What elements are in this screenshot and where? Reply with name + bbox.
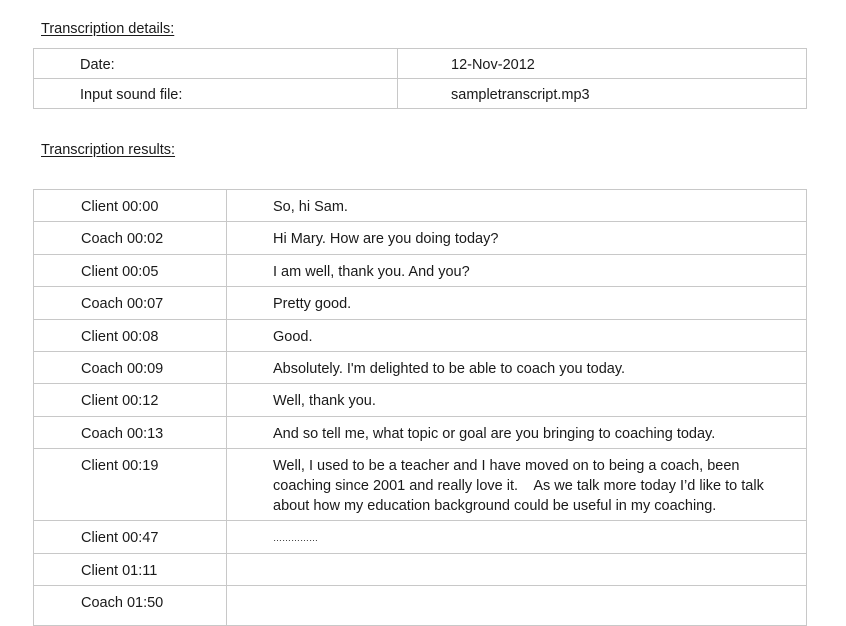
utterance-text: So, hi Sam. <box>227 190 807 222</box>
utterance-text: Well, I used to be a teacher and I have moved on to being a coach, been coaching since 2001 and really love it. As we talk more today I’d like to talk about how my education background could be useful in my coaching. <box>227 449 807 521</box>
speaker-timestamp: Coach 00:02 <box>34 222 227 254</box>
utterance-text <box>227 553 807 585</box>
details-label: Date: <box>34 49 398 79</box>
table-row <box>34 585 807 625</box>
table-row <box>34 287 807 319</box>
table-row <box>34 384 807 416</box>
table-row <box>34 553 807 585</box>
transcription-details-heading: Transcription details: <box>41 21 175 37</box>
speaker-timestamp: Coach 00:09 <box>34 351 227 383</box>
speaker-timestamp: Coach 00:13 <box>34 416 227 448</box>
speaker-timestamp: Client 01:11 <box>34 553 227 585</box>
table-row <box>34 190 807 222</box>
utterance-text <box>227 585 807 625</box>
details-value: sampletranscript.mp3 <box>398 79 807 109</box>
details-row-date <box>34 49 807 79</box>
transcription-details-table <box>33 48 807 109</box>
speaker-timestamp: Client 00:00 <box>34 190 227 222</box>
speaker-timestamp: Client 00:08 <box>34 319 227 351</box>
speaker-timestamp: Client 00:12 <box>34 384 227 416</box>
utterance-text: Hi Mary. How are you doing today? <box>227 222 807 254</box>
utterance-text: Absolutely. I'm delighted to be able to coach you today. <box>227 351 807 383</box>
speaker-timestamp: Client 00:47 <box>34 521 227 553</box>
utterance-text: And so tell me, what topic or goal are you bringing to coaching today. <box>227 416 807 448</box>
utterance-text: I am well, thank you. And you? <box>227 254 807 286</box>
table-row <box>34 416 807 448</box>
transcription-results-heading: Transcription results: <box>41 142 176 158</box>
speaker-timestamp: Client 00:19 <box>34 449 227 521</box>
utterance-text: …………… <box>227 521 807 553</box>
table-row <box>34 254 807 286</box>
details-row-sound-file <box>34 79 807 109</box>
utterance-text: Well, thank you. <box>227 384 807 416</box>
table-row <box>34 521 807 553</box>
speaker-timestamp: Client 00:05 <box>34 254 227 286</box>
table-row <box>34 222 807 254</box>
transcription-results-table <box>33 189 807 626</box>
details-value: 12-Nov-2012 <box>398 49 807 79</box>
speaker-timestamp: Coach 00:07 <box>34 287 227 319</box>
table-row <box>34 449 807 521</box>
details-label: Input sound file: <box>34 79 398 109</box>
utterance-text: Good. <box>227 319 807 351</box>
utterance-text: Pretty good. <box>227 287 807 319</box>
speaker-timestamp: Coach 01:50 <box>34 585 227 625</box>
table-row <box>34 351 807 383</box>
table-row <box>34 319 807 351</box>
